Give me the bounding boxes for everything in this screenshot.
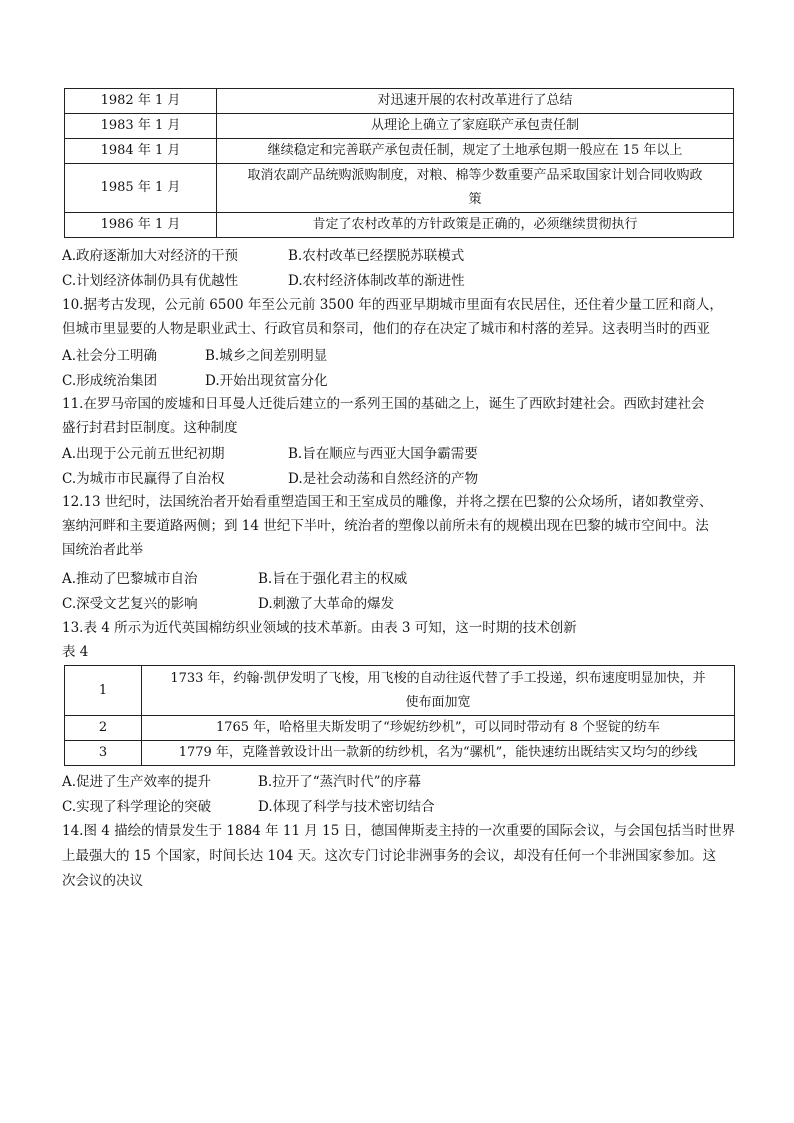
option-c[interactable]: C.形成统治集团 bbox=[62, 373, 158, 389]
option-b[interactable]: B.旨在于强化君主的权威 bbox=[258, 571, 408, 587]
option-a[interactable]: A.促进了生产效率的提升 bbox=[62, 774, 212, 790]
option-b[interactable]: B.拉开了“蒸汽时代”的序幕 bbox=[258, 774, 422, 790]
row-number: 3 bbox=[65, 741, 142, 766]
question-text: 次会议的决议 bbox=[62, 873, 143, 889]
table-row bbox=[65, 716, 735, 741]
date-cell: 1986 年 1 月 bbox=[65, 213, 217, 238]
date-cell: 1982 年 1 月 bbox=[65, 89, 217, 114]
event-cell: 继续稳定和完善联产承包责任制，规定了土地承包期一般应在 15 年以上 bbox=[217, 139, 734, 164]
row-number: 2 bbox=[65, 716, 142, 741]
invention-line: 1733 年，约翰·凯伊发明了飞梭，用飞梭的自动往返代替了手工投递，织布速度明显加快，并 bbox=[170, 670, 706, 686]
event-line: 取消农副产品统购派购制度，对粮、棉等少数重要产品采取国家计划合同收购政 bbox=[247, 168, 703, 183]
option-b[interactable]: B.旨在顺应与西亚大国争霸需要 bbox=[288, 446, 478, 462]
row-number: 1 bbox=[65, 666, 142, 716]
date-cell: 1983 年 1 月 bbox=[65, 114, 217, 139]
option-a[interactable]: A.出现于公元前五世纪初期 bbox=[62, 446, 225, 462]
question-text: 国统治者此举 bbox=[62, 542, 143, 558]
option-d[interactable]: D.刺激了大革命的爆发 bbox=[258, 596, 395, 612]
event-cell: 肯定了农村改革的方针政策是正确的，必须继续贯彻执行 bbox=[217, 213, 734, 238]
question-text: 13.表 4 所示为近代英国棉纺织业领域的技术革新。由表 3 可知，这一时期的技术创新 bbox=[62, 620, 577, 636]
option-c[interactable]: C.计划经济体制仍具有优越性 bbox=[62, 273, 239, 289]
option-d[interactable]: D.开始出现贫富分化 bbox=[205, 373, 328, 389]
table-row bbox=[65, 164, 734, 213]
table-row bbox=[65, 114, 734, 139]
option-d[interactable]: D.农村经济体制改革的渐进性 bbox=[288, 273, 465, 289]
option-a[interactable]: A.推动了巴黎城市自治 bbox=[62, 571, 198, 587]
question-text: 14.图 4 描绘的情景发生于 1884 年 11 月 15 日，德国俾斯麦主持的一次重要的国际会议，与会国包括当时世界 bbox=[62, 823, 736, 839]
date-cell: 1985 年 1 月 bbox=[65, 164, 217, 213]
option-a[interactable]: A.社会分工明确 bbox=[62, 348, 158, 364]
table-row bbox=[65, 89, 734, 114]
question-text: 上最强大的 15 个国家，时间长达 104 天。这次专门讨论非洲事务的会议，却没有任何一个非洲国家参加。这 bbox=[62, 848, 717, 864]
question-text: 10.据考古发现，公元前 6500 年至公元前 3500 年的西亚早期城市里面有农民居住，还住着少量工匠和商人， bbox=[62, 297, 723, 313]
invention-cell: 1765 年，哈格里夫斯发明了“珍妮纺纱机”，可以同时带动有 8 个竖锭的纺车 bbox=[142, 716, 735, 741]
technology-table bbox=[64, 665, 735, 766]
event-cell bbox=[217, 164, 734, 213]
option-d[interactable]: D.体现了科学与技术密切结合 bbox=[258, 799, 435, 815]
invention-cell: 1779 年，克隆普敦设计出一款新的纺纱机，名为“骡机”，能快速纺出既结实又均匀的纱线 bbox=[142, 741, 735, 766]
option-c[interactable]: C.为城市市民赢得了自治权 bbox=[62, 471, 225, 487]
event-line: 策 bbox=[468, 192, 482, 207]
invention-line: 使布面加宽 bbox=[405, 694, 471, 710]
invention-cell bbox=[142, 666, 735, 716]
option-b[interactable]: B.农村改革已经摆脱苏联模式 bbox=[288, 248, 465, 264]
table-label: 表 4 bbox=[62, 644, 89, 660]
policy-table bbox=[64, 88, 734, 238]
table-row bbox=[65, 139, 734, 164]
option-b[interactable]: B.城乡之间差别明显 bbox=[205, 348, 328, 364]
table-row bbox=[65, 741, 735, 766]
question-text: 盛行封君封臣制度。这种制度 bbox=[62, 420, 238, 436]
table-row bbox=[65, 666, 735, 716]
option-c[interactable]: C.深受文艺复兴的影响 bbox=[62, 596, 198, 612]
question-text: 11.在罗马帝国的废墟和日耳曼人迁徙后建立的一系列王国的基础之上，诞生了西欧封建社会。西欧封建社会 bbox=[62, 396, 705, 412]
date-cell: 1984 年 1 月 bbox=[65, 139, 217, 164]
option-a[interactable]: A.政府逐渐加大对经济的干预 bbox=[62, 248, 239, 264]
question-text: 12.13 世纪时，法国统治者开始看重塑造国王和王室成员的雕像，并将之摆在巴黎的公众场所，诸如教堂旁、 bbox=[62, 494, 713, 510]
question-text: 塞纳河畔和主要道路两侧；到 14 世纪下半叶，统治者的塑像以前所未有的规模出现在巴黎的城市空间中。法 bbox=[62, 518, 709, 534]
table-row bbox=[65, 213, 734, 238]
event-cell: 从理论上确立了家庭联产承包责任制 bbox=[217, 114, 734, 139]
event-cell: 对迅速开展的农村改革进行了总结 bbox=[217, 89, 734, 114]
question-text: 但城市里显要的人物是职业武士、行政官员和祭司，他们的存在决定了城市和村落的差异。这表明当时的西亚 bbox=[62, 321, 710, 337]
option-d[interactable]: D.是社会动荡和自然经济的产物 bbox=[288, 471, 479, 487]
option-c[interactable]: C.实现了科学理论的突破 bbox=[62, 799, 212, 815]
